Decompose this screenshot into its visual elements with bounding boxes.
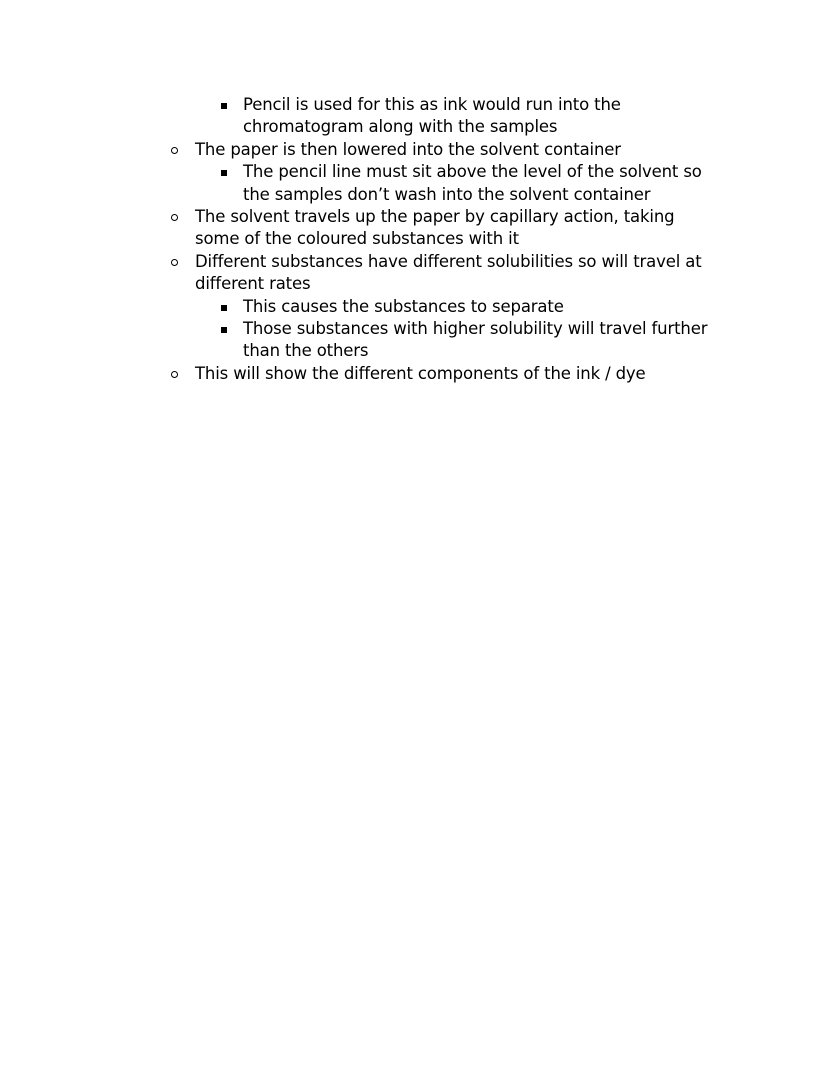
list-item-line: the samples don’t wash into the solvent container	[243, 184, 651, 204]
list-item	[0, 94, 828, 139]
circle-bullet-icon	[171, 371, 178, 378]
circle-bullet-icon	[171, 147, 178, 154]
list-item	[0, 251, 828, 296]
list-item-line: some of the coloured substances with it	[195, 229, 519, 249]
list-item-line: Different substances have different solubilities so will travel at	[195, 251, 702, 271]
list-item-line: This causes the substances to separate	[243, 296, 564, 316]
square-bullet-icon	[221, 305, 227, 311]
list-item	[0, 296, 828, 318]
list-item	[0, 139, 828, 161]
list-item-line: The pencil line must sit above the level of the solvent so	[243, 162, 702, 182]
square-bullet-icon	[221, 170, 227, 176]
list-item-line: than the others	[243, 341, 369, 361]
notes-list	[0, 94, 828, 385]
circle-bullet-icon	[171, 214, 178, 221]
list-item-line: This will show the different components of the ink / dye	[195, 363, 646, 383]
list-item-line: chromatogram along with the samples	[243, 117, 558, 137]
list-item-line: different rates	[195, 274, 311, 294]
list-item	[0, 363, 828, 385]
list-item-line: The solvent travels up the paper by capillary action, taking	[195, 207, 675, 227]
list-item-line: Pencil is used for this as ink would run into the	[243, 95, 621, 114]
square-bullet-icon	[221, 327, 227, 333]
circle-bullet-icon	[171, 259, 178, 266]
list-item	[0, 161, 828, 206]
list-item-line: Those substances with higher solubility will travel further	[243, 319, 708, 339]
list-item	[0, 318, 828, 363]
square-bullet-icon	[221, 103, 227, 109]
list-item	[0, 206, 828, 251]
list-item-line: The paper is then lowered into the solvent container	[195, 139, 621, 159]
